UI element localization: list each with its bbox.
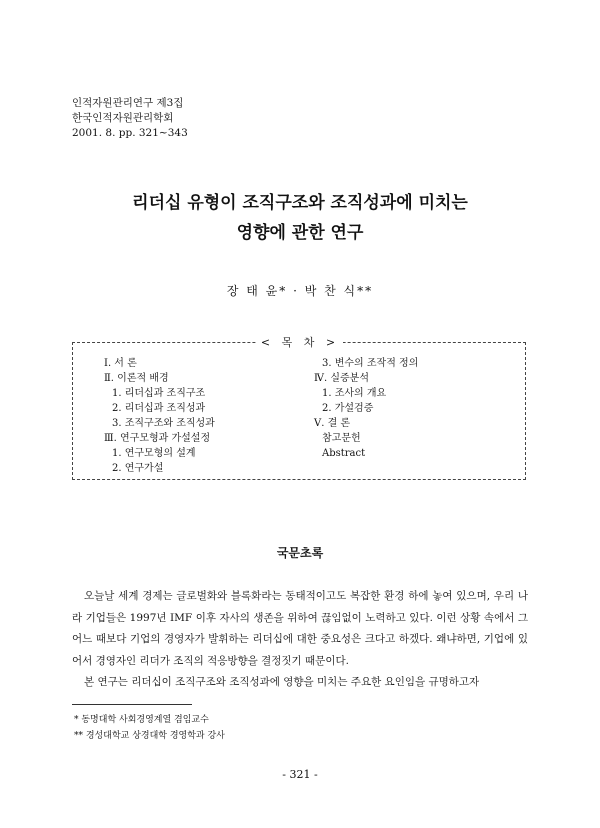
journal-society: 한국인적자원관리학회 — [72, 112, 174, 124]
body-paragraph: 본 연구는 리더십이 조직구조와 조직성과에 영향을 미치는 주요한 요인임을 규명하고자 — [84, 676, 480, 688]
abstract-title: 국문초록 — [276, 546, 324, 560]
toc-right-column — [314, 356, 418, 461]
journal-info — [72, 96, 188, 141]
toc-item: 1. 리더십과 조직구조 — [112, 388, 206, 399]
page-number: - 321 - — [282, 768, 318, 781]
toc-item: Ⅰ. 서 론 — [104, 358, 137, 369]
paper-title-line1: 리더십 유형이 조직구조와 조직성과에 미치는 — [132, 193, 468, 213]
toc-header-label: < 목 차 > — [257, 336, 343, 349]
body-paragraph: 오늘날 세계 경제는 글로벌화와 블록화라는 동태적이고도 복잡한 환경 하에 놓여 있으며, 우리 나라 기업들은 1997년 IMF 이후 자사의 생존을 위하여 끊임없이 노력하고 있다. 이런 상황 속에서 그 어느 때보다 기업의 경영자가 발휘하는 리더십에 대한 중요성은 크다고 하겠다. 왜냐하면, 기업에 있어서 경영자인 리더가 조직의 적응방향을 결정짓기 때문이다. — [72, 590, 528, 667]
toc-item: Ⅲ. 연구모형과 가설설정 — [104, 433, 211, 444]
authors: 장 태 윤* · 박 찬 식** — [226, 284, 374, 298]
footnote-2: ** 경성대학교 상경대학 경영학과 강사 — [74, 731, 225, 741]
abstract-body — [72, 586, 528, 694]
toc-item: 참고문헌 — [322, 433, 361, 444]
toc-item: Ⅱ. 이론적 배경 — [104, 373, 169, 384]
toc-item: Abstract — [322, 448, 366, 459]
toc-header — [0, 334, 600, 350]
toc-item: 1. 조사의 개요 — [322, 388, 387, 399]
toc-item: 3. 조직구조와 조직성과 — [112, 418, 215, 429]
toc-item: 1. 연구모형의 설계 — [112, 448, 196, 459]
toc-item: 3. 변수의 조작적 정의 — [322, 358, 419, 369]
journal-date-pages: 2001. 8. pp. 321∼343 — [72, 127, 188, 139]
toc-item: Ⅴ. 결 론 — [314, 418, 351, 429]
toc-item: 2. 리더십과 조직성과 — [112, 403, 206, 414]
toc-left-column — [104, 356, 215, 476]
paper-title-line2: 영향에 관한 연구 — [236, 223, 364, 243]
toc-item: Ⅳ. 실증분석 — [314, 373, 369, 384]
toc-item: 2. 연구가설 — [112, 463, 164, 474]
footnote-divider — [72, 704, 192, 705]
footnotes — [74, 712, 225, 744]
footnote-1: * 동명대학 사회경영계열 겸임교수 — [74, 715, 209, 725]
toc-item: 2. 가설검증 — [322, 403, 374, 414]
journal-name: 인적자원관리연구 제3집 — [72, 97, 184, 109]
